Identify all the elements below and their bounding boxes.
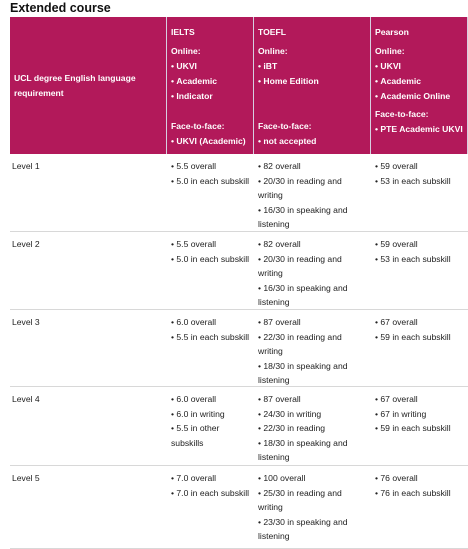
list-item: • 25/30 in reading and writing	[258, 486, 367, 515]
header-toefl	[254, 17, 371, 154]
header-requirement	[10, 17, 167, 154]
list-item: • 22/30 in reading	[258, 421, 367, 436]
list-item: • 5.0 in each subskill	[171, 174, 250, 189]
list-item: • 5.0 in each subskill	[171, 252, 250, 267]
cell-toefl	[254, 232, 371, 310]
list-item: • 59 overall	[375, 237, 464, 252]
list-item: • 87 overall	[258, 392, 367, 407]
list-item: • 20/30 in reading and writing	[258, 174, 367, 203]
list-item: • 5.5 overall	[171, 237, 250, 252]
row-level: Level 3	[10, 310, 167, 387]
header-online-item: • iBT	[258, 59, 366, 74]
header-f2f-item: • PTE Academic UKVI	[375, 122, 463, 137]
list-item: • 5.5 in each subskill	[171, 330, 250, 345]
header-online-label: Online:	[258, 46, 288, 56]
page-title: Extended course	[10, 1, 111, 15]
header-f2f-label: Face-to-face:	[171, 121, 225, 131]
header-online-item: • Academic	[375, 74, 463, 89]
header-online-label: Online:	[171, 46, 201, 56]
list-item: • 59 in each subskill	[375, 330, 464, 345]
list-item: • 6.0 in writing	[171, 407, 250, 422]
header-requirement-label: UCL degree English language requirement	[14, 72, 136, 98]
list-item: • 20/30 in reading and writing	[258, 252, 367, 281]
header-online-item: • UKVI	[171, 59, 249, 74]
list-item: • 18/30 in speaking and listening	[258, 436, 367, 465]
cell-ielts	[167, 310, 254, 387]
header-test-name: Pearson	[375, 27, 409, 37]
cell-toefl	[254, 387, 371, 466]
row-level: Level 1	[10, 154, 167, 232]
list-item: • 16/30 in speaking and listening	[258, 281, 367, 310]
list-item: • 82 overall	[258, 159, 367, 174]
list-item: • 18/30 in speaking and listening	[258, 359, 367, 388]
row-level: Level 4	[10, 387, 167, 466]
list-item: • 53 in each subskill	[375, 252, 464, 267]
cell-pearson	[371, 466, 468, 549]
list-item: • 76 in each subskill	[375, 486, 464, 501]
header-f2f-item: • not accepted	[258, 134, 366, 149]
header-online-label: Online:	[375, 46, 405, 56]
header-online-item: • Indicator	[171, 89, 249, 104]
requirements-table	[10, 17, 468, 549]
cell-pearson	[371, 310, 468, 387]
list-item: • 82 overall	[258, 237, 367, 252]
header-online-item: • Home Edition	[258, 74, 366, 89]
row-level: Level 2	[10, 232, 167, 310]
list-item: • 16/30 in speaking and listening	[258, 203, 367, 232]
list-item: • 67 in writing	[375, 407, 464, 422]
list-item: • 67 overall	[375, 315, 464, 330]
cell-ielts	[167, 154, 254, 232]
list-item: • 22/30 in reading and writing	[258, 330, 367, 359]
header-online-item: • UKVI	[375, 59, 463, 74]
list-item: • 23/30 in speaking and listening	[258, 515, 367, 544]
cell-pearson	[371, 154, 468, 232]
cell-ielts	[167, 387, 254, 466]
list-item: • 7.0 overall	[171, 471, 250, 486]
header-pearson	[371, 17, 468, 154]
list-item: • 67 overall	[375, 392, 464, 407]
list-item: • 87 overall	[258, 315, 367, 330]
list-item: • 59 overall	[375, 159, 464, 174]
header-f2f-label: Face-to-face:	[258, 121, 312, 131]
header-f2f-label: Face-to-face:	[375, 109, 429, 119]
header-f2f-item: • UKVI (Academic)	[171, 134, 249, 149]
list-item: • 5.5 in other subskills	[171, 421, 250, 450]
cell-ielts	[167, 232, 254, 310]
cell-ielts	[167, 466, 254, 549]
list-item: • 5.5 overall	[171, 159, 250, 174]
cell-pearson	[371, 387, 468, 466]
list-item: • 6.0 overall	[171, 315, 250, 330]
header-online-item: • Academic	[171, 74, 249, 89]
list-item: • 24/30 in writing	[258, 407, 367, 422]
list-item: • 7.0 in each subskill	[171, 486, 250, 501]
header-online-item: • Academic Online	[375, 89, 463, 104]
list-item: • 53 in each subskill	[375, 174, 464, 189]
list-item: • 6.0 overall	[171, 392, 250, 407]
list-item: • 59 in each subskill	[375, 421, 464, 436]
list-item: • 76 overall	[375, 471, 464, 486]
cell-pearson	[371, 232, 468, 310]
cell-toefl	[254, 310, 371, 387]
cell-toefl	[254, 466, 371, 549]
cell-toefl	[254, 154, 371, 232]
header-ielts	[167, 17, 254, 154]
list-item: • 100 overall	[258, 471, 367, 486]
header-test-name: IELTS	[171, 27, 195, 37]
row-level: Level 5	[10, 466, 167, 549]
header-test-name: TOEFL	[258, 27, 287, 37]
